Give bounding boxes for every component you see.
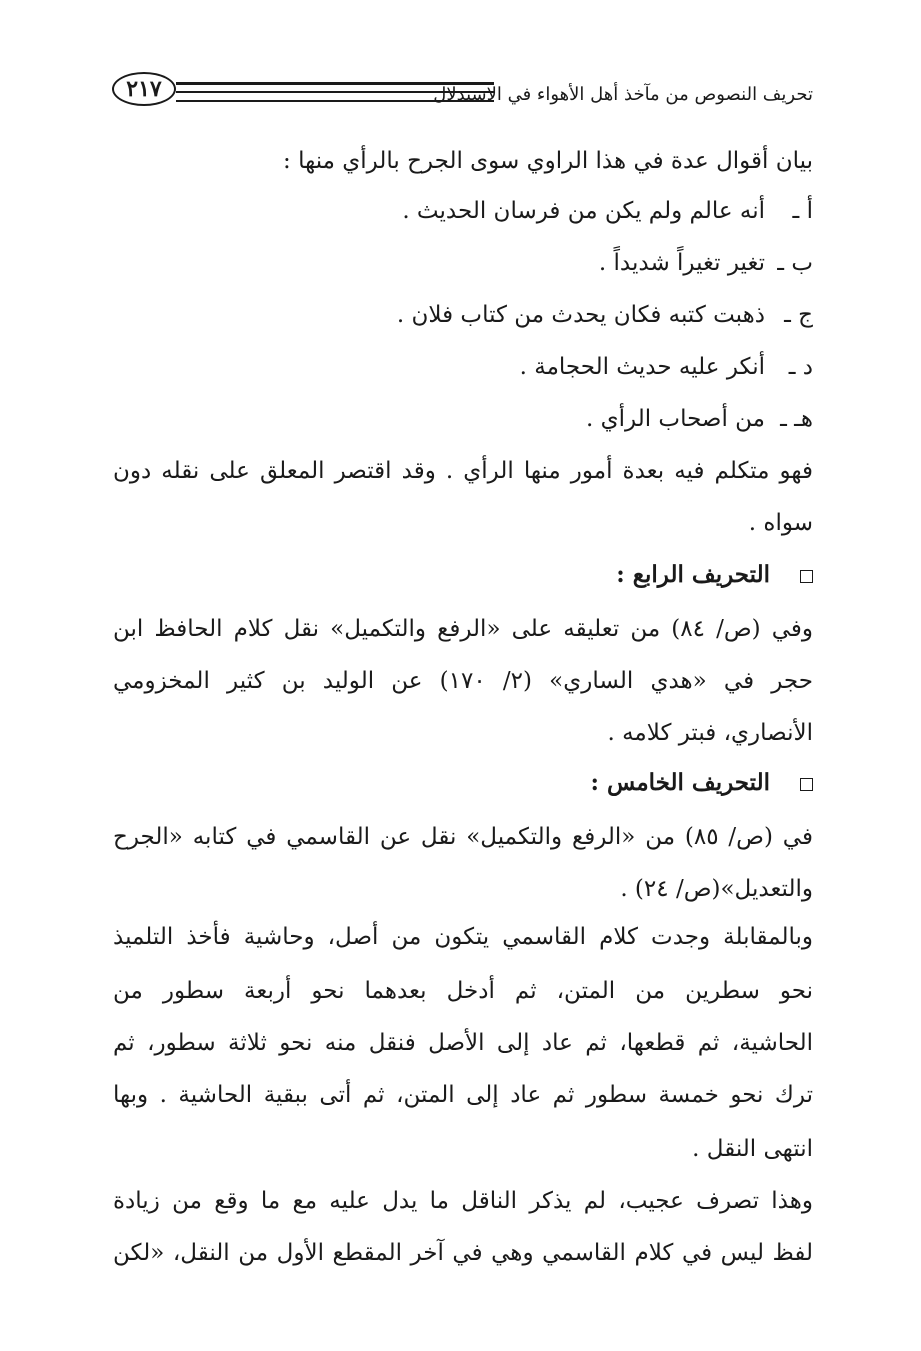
- list-item-text: ذهبت كتبه فكان يحدث من كتاب فلان .: [396, 302, 765, 328]
- paragraph-line: فهو متكلم فيه بعدة أمور منها الرأي . وقد اقتصر المعلق على نقله دون: [113, 458, 813, 484]
- list-marker: د ـ: [788, 354, 813, 380]
- section-heading-text: التحريف الخامس :: [590, 769, 770, 796]
- paragraph-line: الأنصاري، فبتر كلامه .: [607, 720, 813, 746]
- intro-line: بيان أقوال عدة في هذا الراوي سوى الجرح بالرأي منها :: [283, 148, 813, 174]
- paragraph-line: ترك نحو خمسة سطور ثم عاد إلى المتن، ثم أتى ببقية الحاشية . وبها: [113, 1082, 813, 1108]
- paragraph-line: حجر في «هدي الساري» (٢/ ١٧٠) عن الوليد بن كثير المخزومي: [113, 668, 813, 694]
- paragraph-line: وبالمقابلة وجدت كلام القاسمي يتكون من أصل، وحاشية فأخذ التلميذ: [113, 924, 813, 950]
- paragraph-line: الحاشية، ثم قطعها، ثم عاد إلى الأصل فنقل منه نحو ثلاثة سطور، ثم: [113, 1030, 813, 1056]
- header-rule: [176, 100, 494, 102]
- list-item: [397, 300, 813, 330]
- paragraph-line: سواه .: [748, 510, 813, 536]
- running-title: تحريف النصوص من مآخذ أهل الأهواء في الاستدلال: [433, 84, 813, 105]
- list-marker: ب ـ: [777, 250, 813, 276]
- list-item-text: أنه عالم ولم يكن من فرسان الحديث .: [402, 198, 765, 224]
- list-item-text: تغير تغيراً شديداً .: [598, 250, 765, 276]
- checkbox-square-icon: [800, 570, 813, 583]
- list-marker: ج ـ: [784, 302, 813, 328]
- paragraph-line: وفي (ص/ ٨٤) من تعليقه على «الرفع والتكميل» نقل كلام الحافظ ابن: [113, 616, 813, 642]
- list-item: [599, 248, 813, 278]
- checkbox-square-icon: [800, 778, 813, 791]
- header-rule: [176, 82, 494, 85]
- list-marker: هـ ـ: [780, 406, 813, 432]
- paragraph-line: نحو سطرين من المتن، ثم أدخل بعدهما نحو أربعة سطور من: [113, 978, 813, 1004]
- paragraph-line: وهذا تصرف عجيب، لم يذكر الناقل ما يدل عليه مع ما وقع من زيادة: [113, 1188, 813, 1214]
- section-heading-text: التحريف الرابع :: [616, 561, 770, 588]
- list-item: [402, 196, 813, 226]
- list-item: [586, 404, 813, 434]
- list-item-text: من أصحاب الرأي .: [586, 406, 765, 432]
- paragraph-line: والتعديل»(ص/ ٢٤) .: [620, 876, 813, 902]
- paragraph-line: انتهى النقل .: [692, 1136, 813, 1162]
- header-rule: [176, 91, 494, 93]
- paragraph-line: لفظ ليس في كلام القاسمي وهي في آخر المقطع الأول من النقل، «لكن: [113, 1240, 813, 1266]
- paragraph-line: في (ص/ ٨٥) من «الرفع والتكميل» نقل عن القاسمي في كتابه «الجرح: [113, 824, 813, 850]
- page-number: ٢١٧: [112, 72, 176, 106]
- list-marker: أ ـ: [792, 198, 813, 224]
- section-heading-4: [616, 560, 813, 590]
- list-item-text: أنكر عليه حديث الحجامة .: [519, 354, 765, 380]
- section-heading-5: [591, 768, 814, 798]
- list-item: [520, 352, 813, 382]
